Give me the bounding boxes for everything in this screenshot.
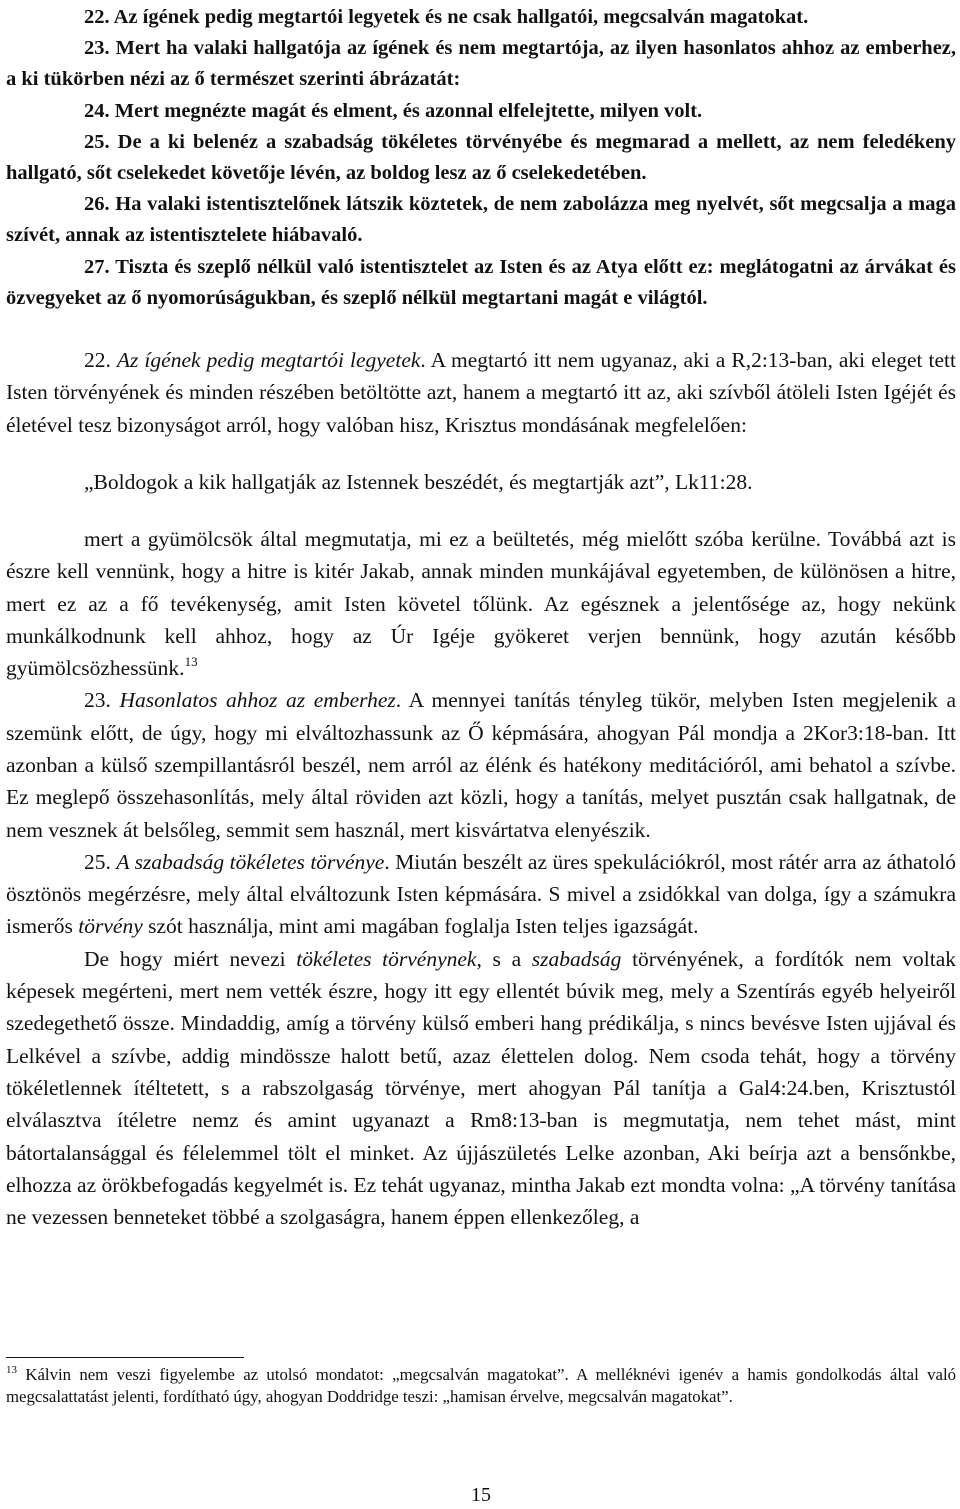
verse-26: 26. Ha valaki istentisztelőnek látszik köztetek, de nem zabolázza meg nyelvét, sőt megcsalja a maga szívét, annak az istentisztelete hiábavaló.: [6, 193, 956, 247]
verse-25: 25. De a ki belenéz a szabadság tökéletes törvényébe és megmarad a mellett, az nem feledékeny hallgató, sőt cselekedet követője lévén, az boldog lesz az ő cselekedetében.: [6, 130, 957, 185]
footnote-13: $^{13}$ Kálvin nem veszi figyelembe az utolsó mondatot: „megcsalván magatokat”. A melléknévi igenév a hamis gondolkodás által való megcsalattatást jelenti, fordítható úgy, ahogyan Doddridge teszi: „hamisan érvelve, megcsalván magatokat”.: [6, 1364, 956, 1406]
verse-24: 24. Mert megnézte magát és elment, és azonnal elfelejtette, milyen volt.: [84, 99, 703, 122]
verse-27: 27. Tiszta és szeplő nélkül való istentisztelet az Isten és az Atya előtt ez: meglátogatni az árvákat és özvegyeket az ő nyomorúságukban, és szeplő nélkül megtartani magát e világtól.: [6, 255, 956, 309]
commentary-25: 25. A szabadság tökéletes törvénye. Miután beszélt az üres spekulációkról, most rátér arra az áthatoló ösztönös megérzésre, mely által elváltozunk Isten képmására. S mivel a zsidókkal van dolga, így a számukra ismerős törvény szót használja, mint ami magában foglalja Isten teljes igazságát.: [6, 849, 957, 939]
footnote-mark: 13: [6, 1364, 17, 1376]
commentary-perfect-law: De hogy miért nevezi tökéletes törvénynek, s a szabadság törvényének, a fordítók nem voltak képesek megérteni, mert nem vették észre, hogy itt egy ellentét búvik meg, mely a Szentírás egyéb helyeiről szedegethető össze. Mindaddig, amíg a törvény külső emberi hang prédikálja, s nincs bevésve Isten ujjával és Lelkével a szívbe, addig mindössze halott betű, azaz élettelen dolog. Nem csoda tehát, hogy a törvény tökéletlennek ítéltetett, s a rabszolgaság törvénye, mert ahogyan Pál tanítja a Gal4:24.ben, Krisztustól elválasztva ítéletre nemz és amint ugyanazt a Rm8:13-ban is megmutatja, nem tehet mást, mint bátortalansággal és félelemmel tölt el minket. Az újjászületés Lelke azonban, Aki beírja azt a bensőnkbe, elhozza az örökbefogadás kegyelmét is. Ez tehát ugyanaz, mintha Jakab ezt mondta volna: „A törvény tanítása ne vezessen benneteket többé a szolgaságra, hanem éppen ellenkezőleg, a: [6, 946, 957, 1230]
page-number: 15: [471, 1484, 491, 1506]
verse-reference: A szabadság tökéletes törvénye: [116, 849, 385, 874]
verse-22: 22. Az ígének pedig megtartói legyetek és ne csak hallgatói, megcsalván magatokat.: [84, 6, 809, 28]
commentary-23: 23. Hasonlatos ahhoz az emberhez. A mennyei tanítás tényleg tükör, melyben Isten megjelenik a szemünk előtt, de úgy, hogy mi elváltozhassunk az Ő képmására, ahogyan Pál mondja a 2Kor3:18-ban. Itt azonban a külső szempillantásról beszél, nem arról az élénk és hatékony meditációról, ami behatol a szívbe. Ez meglepő összehasonlítás, mely által röviden azt közli, hogy a tanítás, melyet pusztán csak hallgatnak, de nem vesznek át belsőleg, semmit sem használ, mert kisvártatva elenyészik.: [6, 688, 956, 842]
verse-reference: Az ígének pedig megtartói legyetek: [116, 348, 421, 373]
commentary-paragraph-fruits: mert a gyümölcsök által megmutatja, mi ez a beültetés, még mielőtt szóba kerülne. Továbbá azt is észre kell vennünk, hogy a hitre is kitér Jakab, annak minden munkájával egyetemben, de különösen a hitre, mert ez az a fő tevékenység, amit Isten követel tőlünk. Az egésznek a jelentősége az, hogy nekünk munkálkodnunk kell ahhoz, hogy az Úr Igéje gyökeret verjen bennünk, hogy azután később gyümölcsözhessünk.$^{13}$: [6, 526, 956, 681]
commentary-22: 22. Az ígének pedig megtartói legyetek. A megtartó itt nem ugyanaz, aki a R,2:13-ban, aki eleget tett Isten törvényének és minden részében betöltötte azt, hanem a megtartó itt az, aki szívből átöleli Isten Igéjét és életével tesz bizonyságot arról, hogy valóban hisz, Krisztus mondásának megfelelően:: [6, 348, 957, 437]
footnote-separator: [6, 1357, 244, 1358]
scripture-quote: „Boldogok a kik hallgatják az Istennek beszédét, és megtartják azt”, Lk11:28.: [84, 469, 753, 494]
verse-reference: Hasonlatos ahhoz az emberhez: [119, 688, 396, 713]
document-page: [6, 0, 956, 1509]
verse-23: 23. Mert ha valaki hallgatója az ígének és nem megtartója, az ilyen hasonlatos ahhoz az emberhez, a ki tükörben nézi az ő természet szerinti ábrázatát:: [6, 37, 957, 91]
footnote-reference: 13: [184, 654, 198, 670]
